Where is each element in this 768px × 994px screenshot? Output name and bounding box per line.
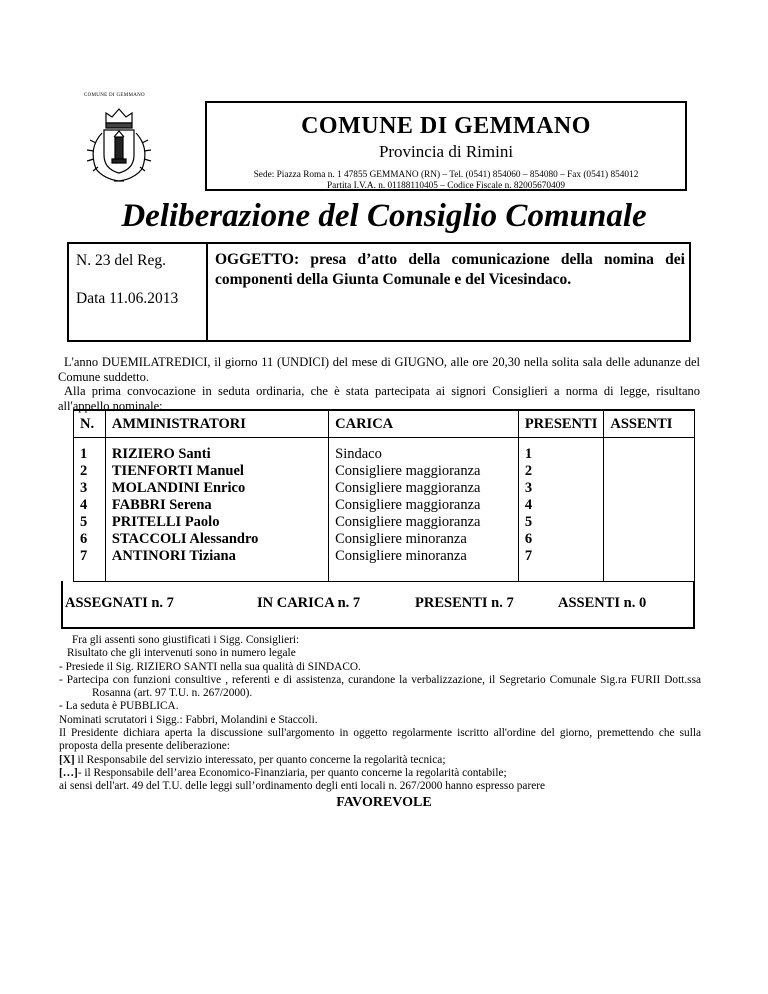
table-row	[74, 438, 695, 464]
row-assente	[604, 463, 695, 480]
municipal-crest-icon	[74, 93, 164, 193]
attendance-table	[73, 409, 695, 582]
row-number: 6	[74, 531, 106, 548]
sede-line-1: Sede: Piazza Roma n. 1 47855 GEMMANO (RN) – Tel. (0541) 854060 – 854080 – Fax (0541) 854012	[253, 170, 639, 180]
header-n: N.	[74, 410, 106, 438]
intro-text-1: L'anno DUEMILATREDICI, il giorno 11 (UNDICI) del mese di GIUGNO, alle ore 20,30 nella solita sala delle adunanze del Comune suddetto.	[58, 355, 700, 384]
row-number: 7	[74, 548, 106, 565]
row-name: MOLANDINI Enrico	[105, 480, 328, 497]
row-number: 1	[74, 438, 106, 464]
body-line-parere: ai sensi dell'art. 49 del T.U. delle leggi sull’ordinamento degli enti locali n. 267/2000 hanno espresso parere	[59, 780, 546, 793]
intro-text-2: Alla prima convocazione in seduta ordinaria, che è stata partecipata ai signori Consiglieri a norma di legge, risultano all'appello nominale:	[58, 384, 700, 413]
row-carica: Consigliere maggioranza	[329, 497, 519, 514]
table-row	[74, 514, 695, 531]
body-line-presidente: Il Presidente dichiara aperta la discussione sull'argomento in oggetto regolarmente iscritto all'ordine del giorno, premettendo che sulla proposta della presente deliberazione:	[59, 727, 701, 753]
body-line-contabile	[59, 767, 701, 780]
row-assente	[604, 438, 695, 464]
body-line-segretario: - Partecipa con funzioni consultive , referenti e di assistenza, curandone la verbalizzazione, il Segretario Comunale Sig.ra FURII Dott.ssa Rosanna (art. 97 T.U. n. 267/2000).	[59, 673, 701, 700]
row-number: 4	[74, 497, 106, 514]
registro-divider	[206, 244, 208, 340]
spacer-cell	[518, 565, 604, 582]
row-assente	[604, 497, 695, 514]
row-carica: Consigliere minoranza	[329, 531, 519, 548]
row-presente: 3	[518, 480, 604, 497]
header-amministratori: AMMINISTRATORI	[105, 410, 328, 438]
summary-presenti: PRESENTI n. 7	[415, 595, 514, 611]
table-row	[74, 463, 695, 480]
row-name: TIENFORTI Manuel	[105, 463, 328, 480]
row-carica: Consigliere minoranza	[329, 548, 519, 565]
table-row	[74, 548, 695, 565]
body-text	[59, 634, 701, 794]
spacer-cell	[74, 565, 106, 582]
oggetto: OGGETTO: presa d’atto della comunicazione della nomina dei componenti della Giunta Comunale e del Vicesindaco.	[215, 251, 685, 288]
row-name: FABBRI Serena	[105, 497, 328, 514]
sede-info	[207, 170, 685, 192]
table-row	[74, 480, 695, 497]
body-line-giustificati: Fra gli assenti sono giustificati i Sigg. Consiglieri:	[72, 634, 300, 646]
row-number: 3	[74, 480, 106, 497]
body-line-pubblica: - La seduta è PUBBLICA.	[59, 700, 179, 713]
table-row	[74, 497, 695, 514]
row-presente: 2	[518, 463, 604, 480]
row-presente: 4	[518, 497, 604, 514]
table-row	[74, 531, 695, 548]
header-presenti: PRESENTI	[518, 410, 604, 438]
registro-data: Data 11.06.2013	[76, 290, 179, 307]
row-presente: 1	[518, 438, 604, 464]
deliberation-title: Deliberazione del Consiglio Comunale	[121, 198, 647, 234]
row-presente: 5	[518, 514, 604, 531]
spacer-cell	[105, 565, 328, 582]
row-carica: Consigliere maggioranza	[329, 463, 519, 480]
body-line-presiede: - Presiede il Sig. RIZIERO SANTI nella sua qualità di SINDACO.	[59, 660, 361, 673]
summary-box	[61, 581, 695, 629]
row-carica: Sindaco	[329, 438, 519, 464]
row-assente	[604, 480, 695, 497]
registro-numero: N. 23 del Reg.	[76, 252, 166, 269]
header-assenti: ASSENTI	[604, 410, 695, 438]
row-assente	[604, 548, 695, 565]
comune-title: COMUNE DI GEMMANO	[301, 113, 591, 139]
summary-in-carica: IN CARICA n. 7	[257, 595, 361, 611]
row-name: STACCOLI Alessandro	[105, 531, 328, 548]
body-line-scrutatori: Nominati scrutatori i Sigg.: Fabbri, Molandini e Staccoli.	[59, 713, 318, 726]
row-assente	[604, 531, 695, 548]
row-name: ANTINORI Tiziana	[105, 548, 328, 565]
provincia: Provincia di Rimini	[378, 142, 514, 161]
checkbox-contabile-mark: […]	[59, 766, 78, 779]
row-presente: 7	[518, 548, 604, 565]
parere-favorevole: FAVOREVOLE	[336, 795, 432, 810]
body-line-numero-legale: Risultato che gli intervenuti sono in numero legale	[67, 647, 296, 660]
summary-assenti: ASSENTI n. 0	[558, 595, 647, 611]
row-carica: Consigliere maggioranza	[329, 514, 519, 531]
intro-paragraph-1	[58, 355, 700, 385]
table-spacer-row	[74, 565, 695, 582]
header-carica: CARICA	[329, 410, 519, 438]
table-header-row	[74, 410, 695, 438]
spacer-cell	[329, 565, 519, 582]
crest-caption: COMUNE DI GEMMANO	[84, 93, 145, 98]
row-name: RIZIERO Santi	[105, 438, 328, 464]
body-line-tecnica	[59, 754, 701, 767]
row-carica: Consigliere maggioranza	[329, 480, 519, 497]
sede-line-2: Partita I.V.A. n. 01188110405 – Codice Fiscale n. 82005670409	[327, 181, 565, 191]
body-line-contabile-text: - il Responsabile dell’area Economico-Finanziaria, per quanto concerne la regolarità contabile;	[77, 766, 507, 779]
spacer-cell	[604, 565, 695, 582]
checkbox-tecnica-mark: [X]	[59, 753, 75, 766]
row-number: 5	[74, 514, 106, 531]
header-box	[205, 101, 687, 191]
row-presente: 6	[518, 531, 604, 548]
summary-assegnati: ASSEGNATI n. 7	[65, 595, 174, 611]
registro-box	[67, 242, 691, 342]
body-line-tecnica-text: il Responsabile del servizio interessato, per quanto concerne la regolarità tecnica;	[74, 753, 446, 766]
row-assente	[604, 514, 695, 531]
row-number: 2	[74, 463, 106, 480]
row-name: PRITELLI Paolo	[105, 514, 328, 531]
